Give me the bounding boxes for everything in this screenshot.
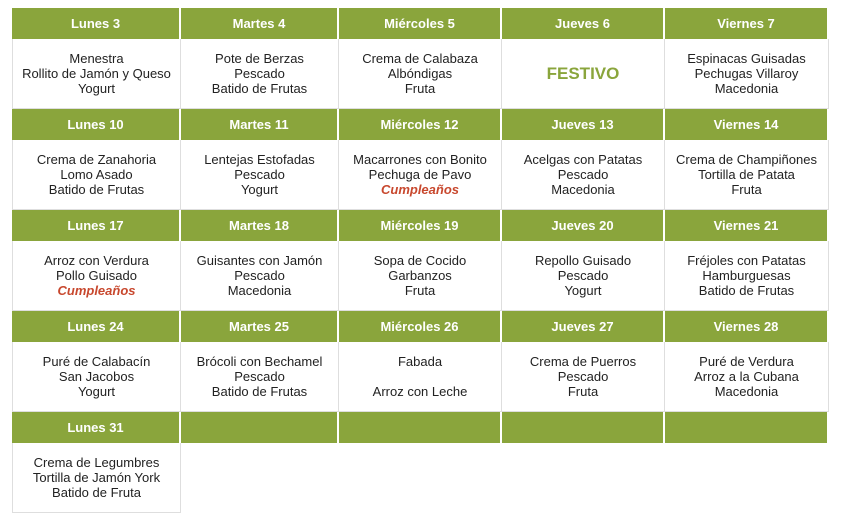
day-header: Martes 4 <box>181 8 339 39</box>
day-header: Viernes 14 <box>665 109 829 140</box>
dish-line: Acelgas con Patatas <box>523 152 643 167</box>
dish-line: Guisantes con Jamón <box>196 253 323 268</box>
dish-line: Batido de Fruta <box>52 485 141 500</box>
dish-line: Crema de Puerros <box>529 354 637 369</box>
dish-line: Menestra <box>69 51 124 66</box>
day-header: Lunes 10 <box>12 109 181 140</box>
day-menu-cell <box>502 39 665 109</box>
day-menu-cell <box>181 241 339 311</box>
day-header: Miércoles 19 <box>339 210 502 241</box>
dish-line: Sopa de Cocido <box>373 253 467 268</box>
day-menu-cell <box>502 342 665 412</box>
dish-line: Fabada <box>397 354 443 369</box>
dish-line: Macedonia <box>714 81 779 96</box>
dish-line: Pescado <box>557 167 609 182</box>
dish-line: Batido de Frutas <box>211 81 308 96</box>
day-header: Jueves 13 <box>502 109 665 140</box>
day-header: Jueves 6 <box>502 8 665 39</box>
dish-line: Albóndigas <box>387 66 453 81</box>
dish-line: Repollo Guisado <box>534 253 632 268</box>
dish-line: Espinacas Guisadas <box>687 51 806 66</box>
day-menu-cell <box>502 140 665 210</box>
dish-line: Garbanzos <box>388 268 452 283</box>
dish-line: Macedonia <box>551 182 615 197</box>
day-header: Miércoles 12 <box>339 109 502 140</box>
dish-line: Pescado <box>234 66 285 81</box>
dish-line: Crema de Zanahoria <box>36 152 157 167</box>
day-header: Viernes 28 <box>665 311 829 342</box>
day-header: Lunes 17 <box>12 210 181 241</box>
dish-line: Rollito de Jamón y Queso <box>22 66 171 81</box>
day-header <box>181 412 339 443</box>
dish-line: Macarrones con Bonito <box>353 152 487 167</box>
dish-line: Crema de Calabaza <box>362 51 478 66</box>
dish-line: Lentejas Estofadas <box>204 152 315 167</box>
day-menu-cell <box>665 140 829 210</box>
day-menu-cell <box>339 443 502 513</box>
dish-line: Pechugas Villaroy <box>694 66 799 81</box>
dish-line: Pote de Berzas <box>215 51 304 66</box>
day-menu-cell <box>12 39 181 109</box>
day-header: Miércoles 5 <box>339 8 502 39</box>
day-header: Lunes 24 <box>12 311 181 342</box>
dish-line: Yogurt <box>77 81 116 96</box>
day-header: Martes 25 <box>181 311 339 342</box>
dish-line: Yogurt <box>240 182 279 197</box>
holiday-label: FESTIVO <box>546 64 620 83</box>
day-header <box>339 412 502 443</box>
dish-line: Pechuga de Pavo <box>368 167 472 182</box>
day-header <box>502 412 665 443</box>
day-header: Lunes 3 <box>12 8 181 39</box>
day-menu-cell <box>181 443 339 513</box>
day-menu-cell <box>181 140 339 210</box>
day-header: Jueves 27 <box>502 311 665 342</box>
dish-line: Brócoli con Bechamel <box>196 354 323 369</box>
day-header: Viernes 21 <box>665 210 829 241</box>
day-menu-cell <box>339 342 502 412</box>
dish-line: Arroz con Verdura <box>44 253 149 268</box>
day-menu-cell <box>665 241 829 311</box>
dish-line: Fréjoles con Patatas <box>687 253 806 268</box>
day-menu-cell <box>339 140 502 210</box>
dish-line: Arroz a la Cubana <box>694 369 799 384</box>
dish-line: Fruta <box>404 81 436 96</box>
dish-line: Lomo Asado <box>60 167 133 182</box>
dish-line: Yogurt <box>77 384 116 399</box>
dish-line: Hamburguesas <box>702 268 791 283</box>
day-menu-cell <box>665 342 829 412</box>
dish-line: Pescado <box>557 369 609 384</box>
dish-line: Yogurt <box>564 283 602 298</box>
day-header: Jueves 20 <box>502 210 665 241</box>
day-menu-cell <box>12 140 181 210</box>
dish-line: Batido de Frutas <box>48 182 145 197</box>
dish-line: Puré de Calabacín <box>42 354 151 369</box>
dish-line: Pescado <box>557 268 609 283</box>
dish-line: Arroz con Leche <box>372 384 468 399</box>
day-header: Lunes 31 <box>12 412 181 443</box>
day-header: Martes 11 <box>181 109 339 140</box>
dish-line: Fruta <box>731 182 762 197</box>
birthday-note: Cumpleaños <box>57 283 136 298</box>
dish-line: Pescado <box>234 268 285 283</box>
day-menu-cell <box>665 39 829 109</box>
day-header: Martes 18 <box>181 210 339 241</box>
day-header <box>665 412 829 443</box>
dish-line: Fruta <box>567 384 599 399</box>
menu-grid <box>12 8 829 513</box>
dish-line: Batido de Frutas <box>698 283 795 298</box>
day-menu-cell <box>12 443 181 513</box>
birthday-note: Cumpleaños <box>380 182 459 197</box>
dish-line: Fruta <box>404 283 436 298</box>
dish-line: Macedonia <box>714 384 779 399</box>
dish-line: Puré de Verdura <box>699 354 794 369</box>
day-header: Miércoles 26 <box>339 311 502 342</box>
day-menu-cell <box>339 39 502 109</box>
day-header: Viernes 7 <box>665 8 829 39</box>
day-menu-cell <box>12 342 181 412</box>
dish-line: Macedonia <box>227 283 292 298</box>
day-menu-cell <box>339 241 502 311</box>
day-menu-cell <box>12 241 181 311</box>
day-menu-cell <box>181 342 339 412</box>
day-menu-cell <box>502 443 665 513</box>
dish-line: Crema de Legumbres <box>33 455 160 470</box>
dish-line: Tortilla de Jamón York <box>32 470 161 485</box>
dish-line: Crema de Champiñones <box>676 152 817 167</box>
dish-line: Pollo Guisado <box>56 268 137 283</box>
dish-line: Batido de Frutas <box>211 384 308 399</box>
dish-line: Tortilla de Patata <box>698 167 795 182</box>
day-menu-cell <box>181 39 339 109</box>
dish-line: San Jacobos <box>58 369 135 384</box>
dish-line: Pescado <box>234 369 285 384</box>
day-menu-cell <box>502 241 665 311</box>
day-menu-cell <box>665 443 829 513</box>
dish-line: Pescado <box>234 167 285 182</box>
